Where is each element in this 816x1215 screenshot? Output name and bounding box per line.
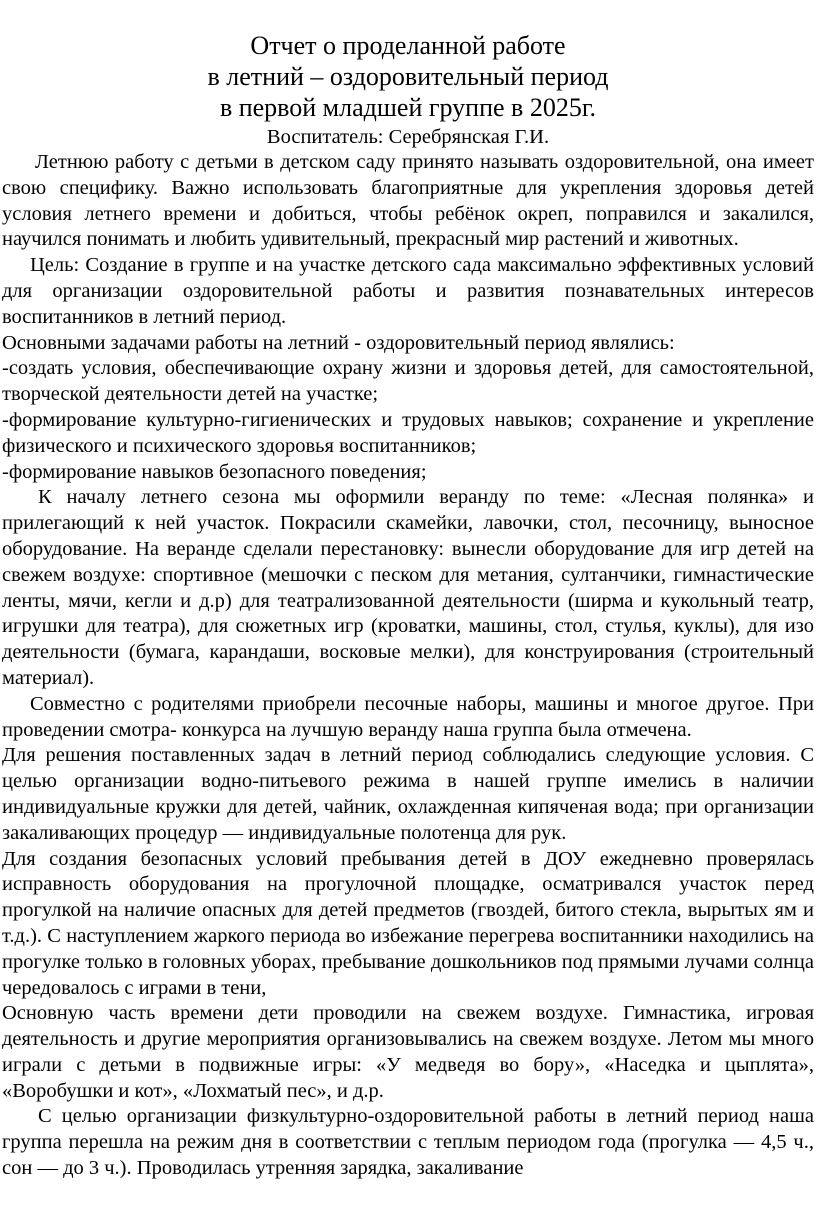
document-title bbox=[2, 30, 814, 123]
document-body bbox=[2, 150, 814, 1182]
author-line: Воспитатель: Серебрянская Г.И. bbox=[266, 126, 550, 148]
paragraph-veranda: К началу летнего сезона мы оформили веранду по теме: «Лесная полянка» и прилегающий к ней участок. Покрасили скамейки, лавочки, стол, песочницу, выносное оборудование. На веранде сделали перестановку: вынесли оборудование для игр детей на свежем воздухе: спортивное (мешочки с песком для метания, султанчики, гимнастические ленты, мячи, кегли и д.р) для театрализованной деятельности (ширма и кукольный театр, игрушки для театра), для сюжетных игр (кроватки, машины, стол, стулья, куклы), для изо деятельности (бумага, карандаши, восковые мелки), для конструирования (строительный материал). bbox=[2, 486, 814, 689]
title-line-2: в летний – оздоровительный период bbox=[207, 62, 609, 91]
paragraph-task-3: -формирование навыков безопасного поведения; bbox=[2, 460, 427, 483]
paragraph-task-1: -создать условия, обеспечивающие охрану жизни и здоровья детей, для самостоятельной, творческой деятельности детей на участке; bbox=[2, 357, 814, 406]
paragraph-outdoor: Основную часть времени дети проводили на свежем воздухе. Гимнастика, игровая деятельность и другие мероприятия организовывались на свежем воздухе. Летом мы много играли с детьми в подвижные игры: «У медведя во бору», «Наседка и цыплята», «Воробушки и кот», «Лохматый пес», и д.р. bbox=[2, 1002, 814, 1102]
paragraph-tasks-heading: Основными задачами работы на летний - оздоровительный период являлись: bbox=[2, 331, 675, 354]
paragraph-task-2: -формирование культурно-гигиенических и трудовых навыков; сохранение и укрепление физического и психического здоровья воспитанников; bbox=[2, 408, 814, 457]
paragraph-goal: Цель: Создание в группе и на участке детского сада максимально эффективных условий для организации оздоровительной работы и развития познавательных интересов воспитанников в летний период. bbox=[2, 254, 814, 328]
paragraph-safety: Для создания безопасных условий пребывания детей в ДОУ ежедневно проверялась исправность оборудования на прогулочной площадке, осматривался участок перед прогулкой на наличие опасных для детей предметов (гвоздей, битого стекла, вырытых ям и т.д.). С наступлением жаркого периода во избежание перегрева воспитанники находились на прогулке только в головных уборах, пребывание дошкольников под прямыми лучами солнца чередовалось с играми в тени, bbox=[2, 847, 814, 999]
title-line-3: в первой младшей группе в 2025г. bbox=[219, 93, 597, 122]
paragraph-regime: С целью организации физкультурно-оздоровительной работы в летний период наша группа перешла на режим дня в соответствии с теплым периодом года (прогулка — 4,5 ч., сон — до 3 ч.). Проводилась утренняя зарядка, закаливание bbox=[2, 1105, 814, 1180]
paragraph-intro: Летнюю работу с детьми в детском саду принято называть оздоровительной, она имеет свою специфику. Важно использовать благоприятные для укрепления здоровья детей условия летнего времени и добиться, чтобы ребёнок окреп, поправился и закалился, научился понимать и любить удивительный, прекрасный мир растений и животных. bbox=[2, 151, 814, 251]
paragraph-conditions: Для решения поставленных задач в летний период соблюдались следующие условия. С целью организации водно-питьевого режима в нашей группе имелись в наличии индивидуальные кружки для детей, чайник, охлажденная кипяченая вода; при организации закаливающих процедур — индивидуальные полотенца для рук. bbox=[2, 744, 814, 844]
paragraph-parents: Совместно с родителями приобрели песочные наборы, машины и многое другое. При проведении смотра- конкурса на лучшую веранду наша группа была отмечена. bbox=[2, 692, 814, 741]
title-line-1: Отчет о проделанной работе bbox=[250, 31, 566, 60]
